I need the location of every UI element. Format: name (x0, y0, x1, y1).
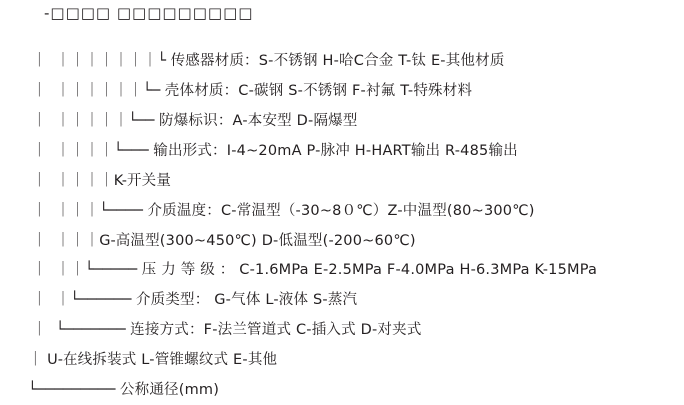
legend-stem: ｜ ｜｜｜｜｜｜└─ (32, 83, 165, 99)
legend-stem: ｜ ｜｜｜｜└─── (32, 143, 154, 159)
legend-row (0, 375, 684, 405)
legend-text: 介质类型： G-气体 L-液体 S-蒸汽 (135, 292, 358, 308)
legend-row-continuation (0, 226, 684, 256)
legend-row (0, 285, 684, 315)
legend-text: 开关量 (126, 173, 172, 189)
legend-text: 防爆标识：A-本安型 D-隔爆型 (159, 113, 358, 129)
legend-text: 连接方式：F-法兰管道式 C-插入式 D-对夹式 (130, 322, 422, 338)
legend-row (0, 46, 684, 76)
legend-text: 公称通径(mm) (119, 382, 220, 398)
page-title: -□□□□ □□□□□□□□□ (44, 4, 254, 22)
legend-row (0, 256, 684, 285)
legend-row (0, 196, 684, 226)
legend-row (0, 136, 684, 166)
legend-text: 传感器材质：S-不锈钢 H-哈C合金 T-钛 E-其他材质 (170, 53, 505, 69)
legend-row-continuation (0, 345, 684, 375)
legend-text: 高温型(300~450℃) D-低温型(-200~60℃) (115, 233, 416, 249)
legend-stem: ｜ ｜└────── (32, 292, 136, 308)
legend-stem: ｜ ｜｜｜└──── (32, 203, 148, 219)
legend-text: 压 力 等 级 ： C-1.6MPa E-2.5MPa F-4.0MPa H-6.3MPa K-15MPa (141, 262, 598, 278)
legend-stem: └───────── (28, 382, 120, 398)
legend-stem: ｜ ｜｜｜｜｜└── (32, 113, 160, 129)
legend-stem: ｜ ｜｜└───── (32, 262, 142, 278)
legend-row-continuation (0, 166, 684, 196)
legend-row (0, 76, 684, 106)
legend-stem: ｜ ｜｜｜｜K- (32, 173, 127, 189)
legend-stem: ｜ U- (28, 352, 63, 368)
legend-text: 输出形式：I-4~20mA P-脉冲 H-HART输出 R-485输出 (153, 143, 518, 159)
legend-stem: ｜ ｜｜｜｜｜｜｜└ (32, 53, 171, 69)
model-code-legend (0, 46, 684, 405)
legend-row (0, 315, 684, 345)
legend-text: 介质温度：C-常温型（-30~8０℃）Z-中温型(80~300℃) (147, 203, 535, 219)
legend-row (0, 106, 684, 136)
legend-stem: ｜ ｜｜｜G- (32, 233, 116, 249)
legend-text: 在线拆装式 L-管锥螺纹式 E-其他 (62, 352, 278, 368)
legend-text: 壳体材质：C-碳钢 S-不锈钢 F-衬氟 T-特殊材料 (164, 83, 473, 99)
legend-stem: ｜ └─────── (32, 322, 131, 338)
